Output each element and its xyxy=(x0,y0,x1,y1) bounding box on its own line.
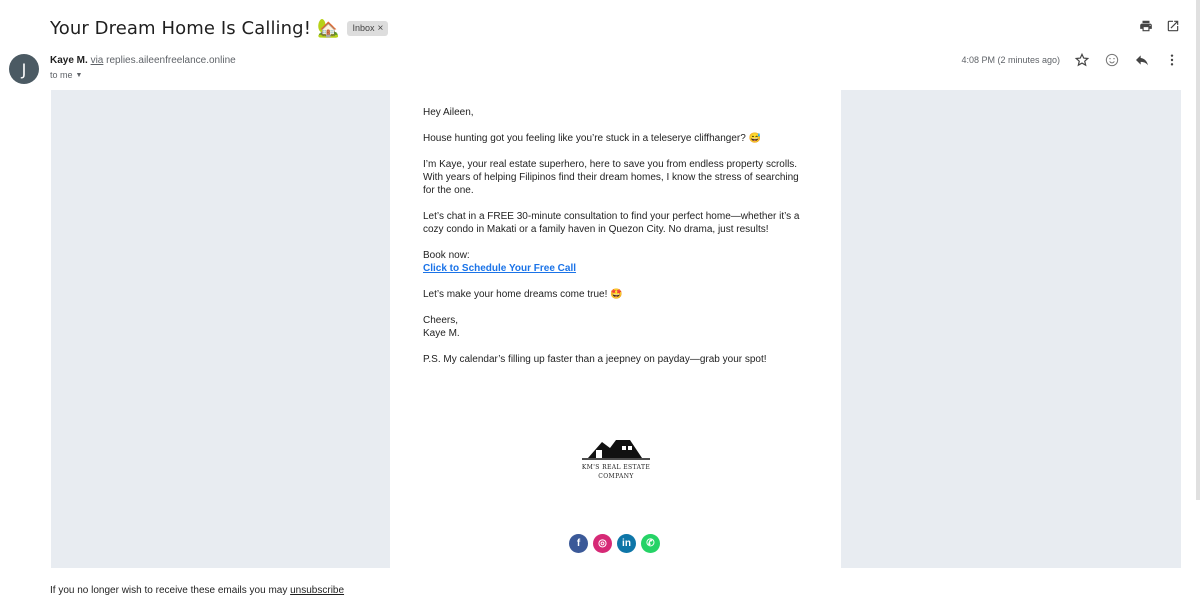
body-paragraph-1: House hunting got you feeling like you’re stuck in a teleserye cliffhanger? 😅 xyxy=(423,133,762,144)
signature-block xyxy=(423,314,813,340)
body-paragraph-2: I’m Kaye, your real estate superhero, here to save you from endless property scrolls. With years of helping Filipinos find their dream homes, I know the stress of searching for the one. xyxy=(423,159,799,196)
whatsapp-icon[interactable]: ✆ xyxy=(641,534,660,553)
unsubscribe-link[interactable]: unsubscribe xyxy=(290,585,345,596)
sender-name[interactable]: Kaye M. xyxy=(50,55,88,66)
remove-label-button[interactable]: × xyxy=(377,22,384,34)
linkedin-icon[interactable]: in xyxy=(617,534,636,553)
emoji-reaction-icon[interactable] xyxy=(1104,52,1120,68)
body-paragraph-3: Let’s chat in a FREE 30-minute consultation to find your perfect home—whether it’s a cozy condo in Makati or a family haven in Quezon City. No drama, just results! xyxy=(423,211,800,235)
footer xyxy=(50,585,344,596)
booking-block xyxy=(423,249,813,275)
recipient-details-toggle[interactable] xyxy=(50,70,82,80)
print-icon[interactable] xyxy=(1139,19,1153,33)
chevron-down-icon: ▼ xyxy=(75,71,83,79)
book-now-label: Book now: xyxy=(423,250,470,261)
footer-text: If you no longer wish to receive these emails you may xyxy=(50,585,288,596)
instagram-icon[interactable]: ◎ xyxy=(593,534,612,553)
sender-avatar[interactable]: J xyxy=(9,54,39,84)
email-subject: Your Dream Home Is Calling! xyxy=(50,17,312,39)
house-emoji: 🏡 xyxy=(317,17,340,38)
social-links xyxy=(569,534,660,553)
top-actions xyxy=(1139,19,1180,33)
body-paragraph-4: Let’s make your home dreams come true! 🤩 xyxy=(423,289,623,300)
house-logo-icon xyxy=(580,436,652,460)
sender-line xyxy=(50,55,236,66)
via-label[interactable]: via xyxy=(90,55,104,66)
more-options-icon[interactable] xyxy=(1164,52,1180,68)
open-in-new-window-icon[interactable] xyxy=(1166,19,1180,33)
greeting: Hey Aileen, xyxy=(423,107,474,118)
reply-icon[interactable] xyxy=(1134,52,1150,68)
star-icon[interactable] xyxy=(1074,52,1090,68)
message-meta xyxy=(961,52,1180,68)
email-left-panel xyxy=(51,90,390,568)
inbox-label-text: Inbox xyxy=(352,23,375,33)
email-right-panel xyxy=(841,90,1181,568)
inbox-label-badge xyxy=(347,21,388,36)
via-address: replies.aileenfreelance.online xyxy=(106,55,236,66)
facebook-icon[interactable]: f xyxy=(569,534,588,553)
scrollbar[interactable] xyxy=(1196,0,1200,500)
subject-row xyxy=(50,14,388,42)
logo-line-1: KM'S REAL ESTATE xyxy=(581,464,651,471)
to-me-label: to me xyxy=(50,70,73,80)
logo-text xyxy=(578,463,654,481)
signature-name: Kaye M. xyxy=(423,328,460,339)
logo-line-2: COMPANY xyxy=(598,473,634,480)
timestamp: 4:08 PM (2 minutes ago) xyxy=(961,55,1060,65)
signoff: Cheers, xyxy=(423,315,459,326)
schedule-call-link[interactable]: Click to Schedule Your Free Call xyxy=(423,263,577,274)
email-body xyxy=(423,106,813,379)
company-logo xyxy=(578,436,654,481)
postscript: P.S. My calendar’s filling up faster than a jeepney on payday—grab your spot! xyxy=(423,354,767,365)
